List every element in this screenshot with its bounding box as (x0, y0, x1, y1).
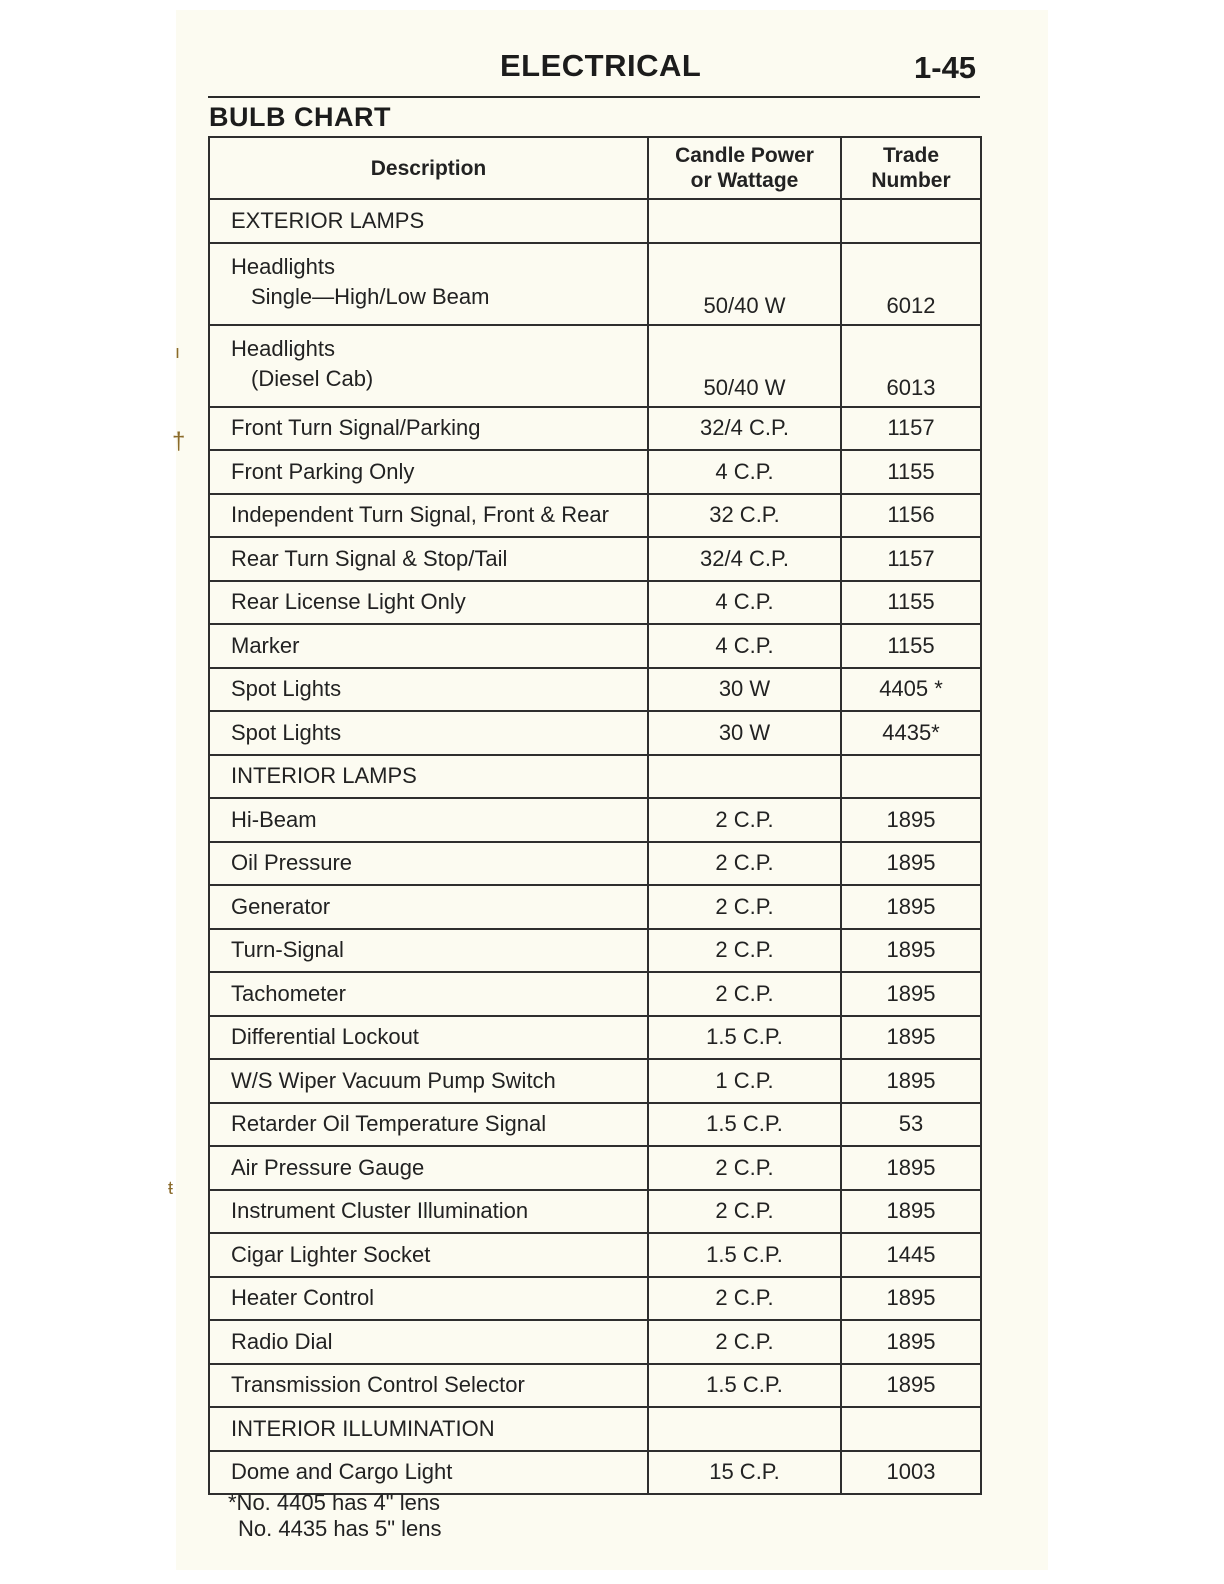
cell-candle-power (648, 755, 841, 799)
cell-trade-number: 53 (841, 1103, 981, 1147)
cell-candle-power: 2 C.P. (648, 798, 841, 842)
cell-candle-power: 32/4 C.P. (648, 537, 841, 581)
cell-description (209, 972, 648, 1016)
table-body (209, 199, 981, 1494)
cell-description (209, 1016, 648, 1060)
cell-trade-number: 6013 (841, 325, 981, 407)
cell-description (209, 199, 648, 243)
table-row (209, 1277, 981, 1321)
cell-candle-power: 15 C.P. (648, 1451, 841, 1495)
description-text: Instrument Cluster Illumination (231, 1198, 529, 1224)
paper-speck: † (172, 428, 186, 455)
cell-description (209, 1277, 648, 1321)
cell-trade-number: 1895 (841, 842, 981, 886)
cell-candle-power: 1.5 C.P. (648, 1233, 841, 1277)
table-row (209, 537, 981, 581)
table-row (209, 494, 981, 538)
header-candle-power: Candle Power or Wattage (648, 137, 841, 199)
cell-description (209, 407, 648, 451)
description-text: INTERIOR ILLUMINATION (231, 1415, 495, 1441)
cell-trade-number: 1155 (841, 624, 981, 668)
description-text: Headlights (231, 335, 335, 361)
cell-candle-power: 32 C.P. (648, 494, 841, 538)
cell-candle-power: 4 C.P. (648, 581, 841, 625)
table-row (209, 1407, 981, 1451)
table-row (209, 1233, 981, 1277)
cell-description (209, 243, 648, 325)
table-row (209, 1059, 981, 1103)
page-number: 1-45 (914, 50, 977, 85)
description-text: Spot Lights (231, 676, 342, 702)
cell-description (209, 1320, 648, 1364)
table-row (209, 842, 981, 886)
table-row (209, 1103, 981, 1147)
table-row (209, 755, 981, 799)
cell-candle-power: 1.5 C.P. (648, 1103, 841, 1147)
cell-candle-power: 2 C.P. (648, 842, 841, 886)
cell-candle-power: 50/40 W (648, 325, 841, 407)
table-row (209, 325, 981, 407)
cell-description (209, 581, 648, 625)
description-text: Dome and Cargo Light (231, 1459, 453, 1485)
cell-candle-power: 1 C.P. (648, 1059, 841, 1103)
cell-candle-power: 2 C.P. (648, 929, 841, 973)
cell-description (209, 798, 648, 842)
cell-candle-power: 2 C.P. (648, 1146, 841, 1190)
table-row (209, 1146, 981, 1190)
cell-candle-power: 2 C.P. (648, 972, 841, 1016)
cell-description (209, 711, 648, 755)
cell-description (209, 1364, 648, 1408)
cell-trade-number: 1895 (841, 929, 981, 973)
cell-description (209, 537, 648, 581)
cell-trade-number: 1895 (841, 1016, 981, 1060)
cell-description (209, 842, 648, 886)
description-text: Heater Control (231, 1285, 375, 1311)
cell-trade-number: 6012 (841, 243, 981, 325)
description-subtext: Single—High/Low Beam (251, 283, 490, 309)
table-row (209, 798, 981, 842)
cell-description (209, 1190, 648, 1234)
table-row (209, 199, 981, 243)
cell-candle-power: 2 C.P. (648, 1190, 841, 1234)
footnote-line: No. 4435 has 5" lens (238, 1516, 442, 1541)
cell-trade-number (841, 755, 981, 799)
table-row (209, 668, 981, 712)
cell-trade-number: 1895 (841, 972, 981, 1016)
cell-trade-number: 1895 (841, 1190, 981, 1234)
table-row (209, 1320, 981, 1364)
description-text: Front Parking Only (231, 458, 415, 484)
description-text: INTERIOR LAMPS (231, 763, 417, 789)
header-trade-number: Trade Number (841, 137, 981, 199)
description-text: Turn-Signal (231, 937, 344, 963)
cell-trade-number (841, 1407, 981, 1451)
cell-trade-number: 1895 (841, 1146, 981, 1190)
table-row (209, 1190, 981, 1234)
table-row (209, 1016, 981, 1060)
cell-candle-power: 2 C.P. (648, 885, 841, 929)
cell-trade-number: 1445 (841, 1233, 981, 1277)
page-title: ELECTRICAL (500, 48, 702, 83)
description-text: Transmission Control Selector (231, 1372, 525, 1398)
paper-speck: ŧ (168, 1178, 174, 1198)
description-text: Hi-Beam (231, 806, 317, 832)
cell-description (209, 1233, 648, 1277)
footnote (228, 1490, 442, 1542)
description-text: Front Turn Signal/Parking (231, 415, 481, 441)
cell-description (209, 755, 648, 799)
cell-trade-number: 1895 (841, 1364, 981, 1408)
cell-candle-power (648, 199, 841, 243)
footnote-line: *No. 4405 has 4" lens (228, 1490, 441, 1515)
cell-candle-power: 1.5 C.P. (648, 1364, 841, 1408)
cell-candle-power: 1.5 C.P. (648, 1016, 841, 1060)
cell-description (209, 1451, 648, 1495)
description-text: Marker (231, 632, 300, 658)
cell-description (209, 325, 648, 407)
description-text: Tachometer (231, 980, 346, 1006)
cell-candle-power: 30 W (648, 711, 841, 755)
cell-trade-number: 1157 (841, 537, 981, 581)
cell-description (209, 885, 648, 929)
cell-trade-number: 4435* (841, 711, 981, 755)
table-row (209, 407, 981, 451)
description-text: Retarder Oil Temperature Signal (231, 1111, 547, 1137)
description-text: Headlights (231, 253, 335, 279)
cell-description (209, 1407, 648, 1451)
table-header-row (209, 137, 981, 199)
cell-description (209, 668, 648, 712)
paper-speck: ı (175, 342, 181, 362)
description-subtext: (Diesel Cab) (251, 365, 374, 391)
cell-candle-power: 30 W (648, 668, 841, 712)
description-text: Spot Lights (231, 719, 342, 745)
cell-description (209, 624, 648, 668)
description-text: Oil Pressure (231, 850, 353, 876)
cell-candle-power (648, 1407, 841, 1451)
cell-trade-number: 4405 * (841, 668, 981, 712)
description-text: Air Pressure Gauge (231, 1154, 425, 1180)
table-row (209, 624, 981, 668)
description-text: Generator (231, 893, 331, 919)
cell-candle-power: 32/4 C.P. (648, 407, 841, 451)
cell-description (209, 450, 648, 494)
description-text: Cigar Lighter Socket (231, 1241, 431, 1267)
table-row (209, 711, 981, 755)
description-text: Radio Dial (231, 1328, 333, 1354)
header-rule (208, 96, 980, 98)
cell-description (209, 1059, 648, 1103)
table-row (209, 450, 981, 494)
cell-description (209, 1103, 648, 1147)
cell-trade-number: 1895 (841, 1277, 981, 1321)
description-text: EXTERIOR LAMPS (231, 207, 425, 233)
table-row (209, 972, 981, 1016)
cell-trade-number: 1155 (841, 581, 981, 625)
table-row (209, 581, 981, 625)
cell-trade-number: 1155 (841, 450, 981, 494)
description-text: Rear Turn Signal & Stop/Tail (231, 545, 508, 571)
cell-candle-power: 2 C.P. (648, 1277, 841, 1321)
cell-candle-power: 4 C.P. (648, 624, 841, 668)
cell-trade-number: 1895 (841, 885, 981, 929)
cell-trade-number: 1895 (841, 798, 981, 842)
cell-trade-number: 1003 (841, 1451, 981, 1495)
description-text: Rear License Light Only (231, 589, 466, 615)
table-row (209, 885, 981, 929)
description-text: Independent Turn Signal, Front & Rear (231, 502, 609, 528)
cell-candle-power: 4 C.P. (648, 450, 841, 494)
cell-description (209, 1146, 648, 1190)
cell-trade-number: 1157 (841, 407, 981, 451)
table-row (209, 243, 981, 325)
header-description: Description (209, 137, 648, 199)
table-row (209, 929, 981, 973)
cell-trade-number: 1895 (841, 1320, 981, 1364)
cell-candle-power: 50/40 W (648, 243, 841, 325)
table-row (209, 1451, 981, 1495)
cell-trade-number (841, 199, 981, 243)
description-text: W/S Wiper Vacuum Pump Switch (231, 1067, 556, 1093)
cell-trade-number: 1156 (841, 494, 981, 538)
table-row (209, 1364, 981, 1408)
cell-trade-number: 1895 (841, 1059, 981, 1103)
section-title: BULB CHART (209, 102, 391, 132)
cell-candle-power: 2 C.P. (648, 1320, 841, 1364)
cell-description (209, 494, 648, 538)
bulb-chart-table (208, 136, 982, 1495)
cell-description (209, 929, 648, 973)
description-text: Differential Lockout (231, 1024, 419, 1050)
